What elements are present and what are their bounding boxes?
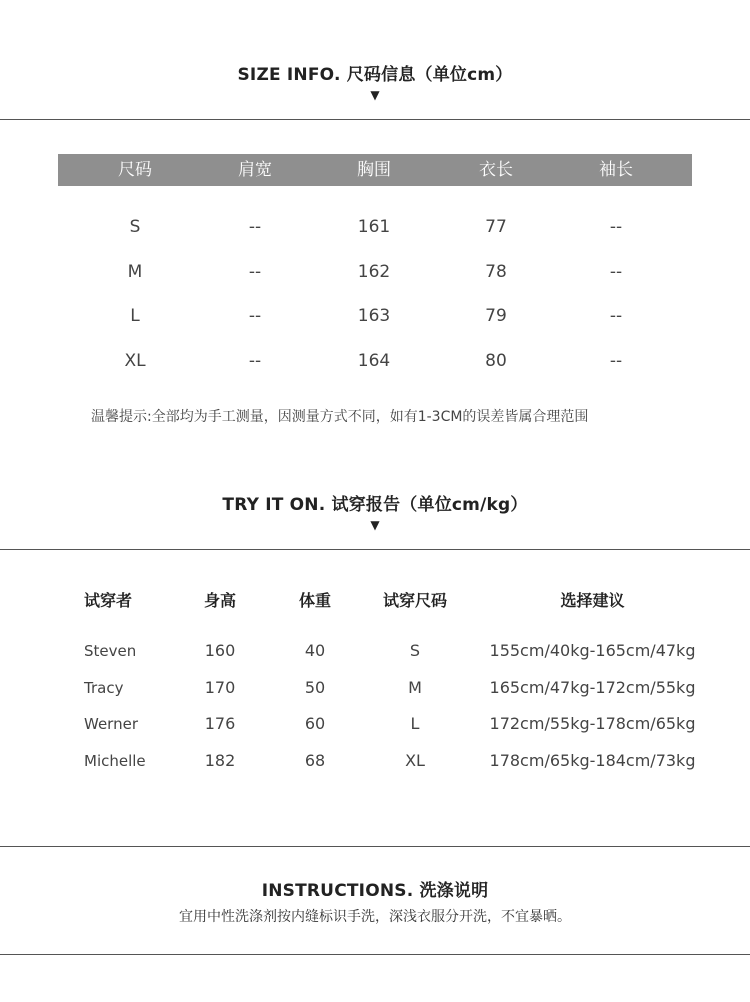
try-on-cell: 165cm/47kg-172cm/55kg — [489, 678, 696, 697]
size-cell: 80 — [485, 351, 507, 371]
try-on-cell: S — [409, 641, 421, 660]
size-table-header — [58, 154, 692, 186]
instructions-top-divider — [0, 846, 750, 847]
size-cell: 164 — [357, 351, 391, 371]
try-on-divider — [0, 549, 750, 550]
size-cell: S — [129, 217, 141, 237]
size-info-divider — [0, 119, 750, 120]
try-on-header-cell: 试穿尺码 — [382, 591, 447, 610]
size-info-title: SIZE INFO. 尺码信息（单位cm） — [237, 65, 513, 85]
try-on-cell: M — [408, 678, 422, 697]
size-header-cell: 胸围 — [357, 160, 391, 180]
instructions-bottom-divider — [0, 954, 750, 955]
size-table-row — [58, 301, 692, 331]
try-on-header-cell: 体重 — [298, 591, 331, 610]
try-on-cell: 178cm/65kg-184cm/73kg — [489, 751, 696, 770]
size-cell: -- — [609, 262, 623, 282]
try-on-cell: 155cm/40kg-165cm/47kg — [489, 641, 696, 660]
size-header-cell: 衣长 — [479, 160, 513, 180]
size-cell: 78 — [485, 262, 507, 282]
size-cell: -- — [609, 217, 623, 237]
size-cell: 163 — [357, 306, 391, 326]
try-on-cell: L — [410, 714, 420, 733]
size-cell: L — [130, 306, 140, 326]
try-on-cell: 68 — [304, 751, 326, 770]
size-table-row — [58, 257, 692, 287]
try-on-table-header — [0, 586, 750, 616]
instructions-text: 宜用中性洗涤剂按内缝标识手洗，深浅衣服分开洗，不宜暴晒。 — [179, 909, 571, 925]
try-on-cell: Tracy — [84, 679, 124, 697]
try-on-cell: Werner — [84, 715, 138, 733]
size-cell: -- — [248, 217, 262, 237]
try-on-title: TRY IT ON. 试穿报告（单位cm/kg） — [222, 495, 528, 515]
size-cell: -- — [609, 351, 623, 371]
size-header-cell: 尺码 — [118, 160, 152, 180]
size-cell: 162 — [357, 262, 391, 282]
size-cell: -- — [609, 306, 623, 326]
try-on-cell: 170 — [204, 678, 236, 697]
try-on-cell: 176 — [204, 714, 236, 733]
try-on-header-cell: 试穿者 — [84, 591, 133, 610]
size-cell: 161 — [357, 217, 391, 237]
try-on-table-row — [0, 636, 750, 666]
try-on-header-cell: 身高 — [203, 591, 236, 610]
try-on-cell: Michelle — [84, 752, 146, 770]
try-on-cell: 182 — [204, 751, 236, 770]
size-table-row — [58, 212, 692, 242]
size-cell: XL — [124, 351, 146, 371]
size-header-cell: 肩宽 — [238, 160, 272, 180]
size-info-arrow-icon: ▼ — [370, 88, 380, 102]
try-on-cell: XL — [405, 751, 425, 770]
try-on-cell: 40 — [304, 641, 326, 660]
try-on-arrow-icon: ▼ — [370, 518, 380, 532]
size-cell: M — [127, 262, 143, 282]
try-on-cell: 160 — [204, 641, 236, 660]
size-cell: -- — [248, 306, 262, 326]
size-cell: 77 — [485, 217, 507, 237]
size-header-cell: 袖长 — [599, 160, 633, 180]
try-on-table-row — [0, 709, 750, 739]
try-on-header-cell: 选择建议 — [560, 591, 625, 610]
try-on-cell: 172cm/55kg-178cm/65kg — [489, 714, 696, 733]
try-on-cell: 60 — [304, 714, 326, 733]
size-table-row — [58, 346, 692, 376]
size-cell: 79 — [485, 306, 507, 326]
size-cell: -- — [248, 262, 262, 282]
measurement-note: 温馨提示:全部均为手工测量，因测量方式不同，如有1-3CM的误差皆属合理范围 — [91, 409, 589, 425]
try-on-table-row — [0, 746, 750, 776]
instructions-title: INSTRUCTIONS. 洗涤说明 — [261, 881, 489, 901]
size-cell: -- — [248, 351, 262, 371]
try-on-cell: 50 — [304, 678, 326, 697]
try-on-cell: Steven — [84, 642, 137, 660]
try-on-table-row — [0, 673, 750, 703]
